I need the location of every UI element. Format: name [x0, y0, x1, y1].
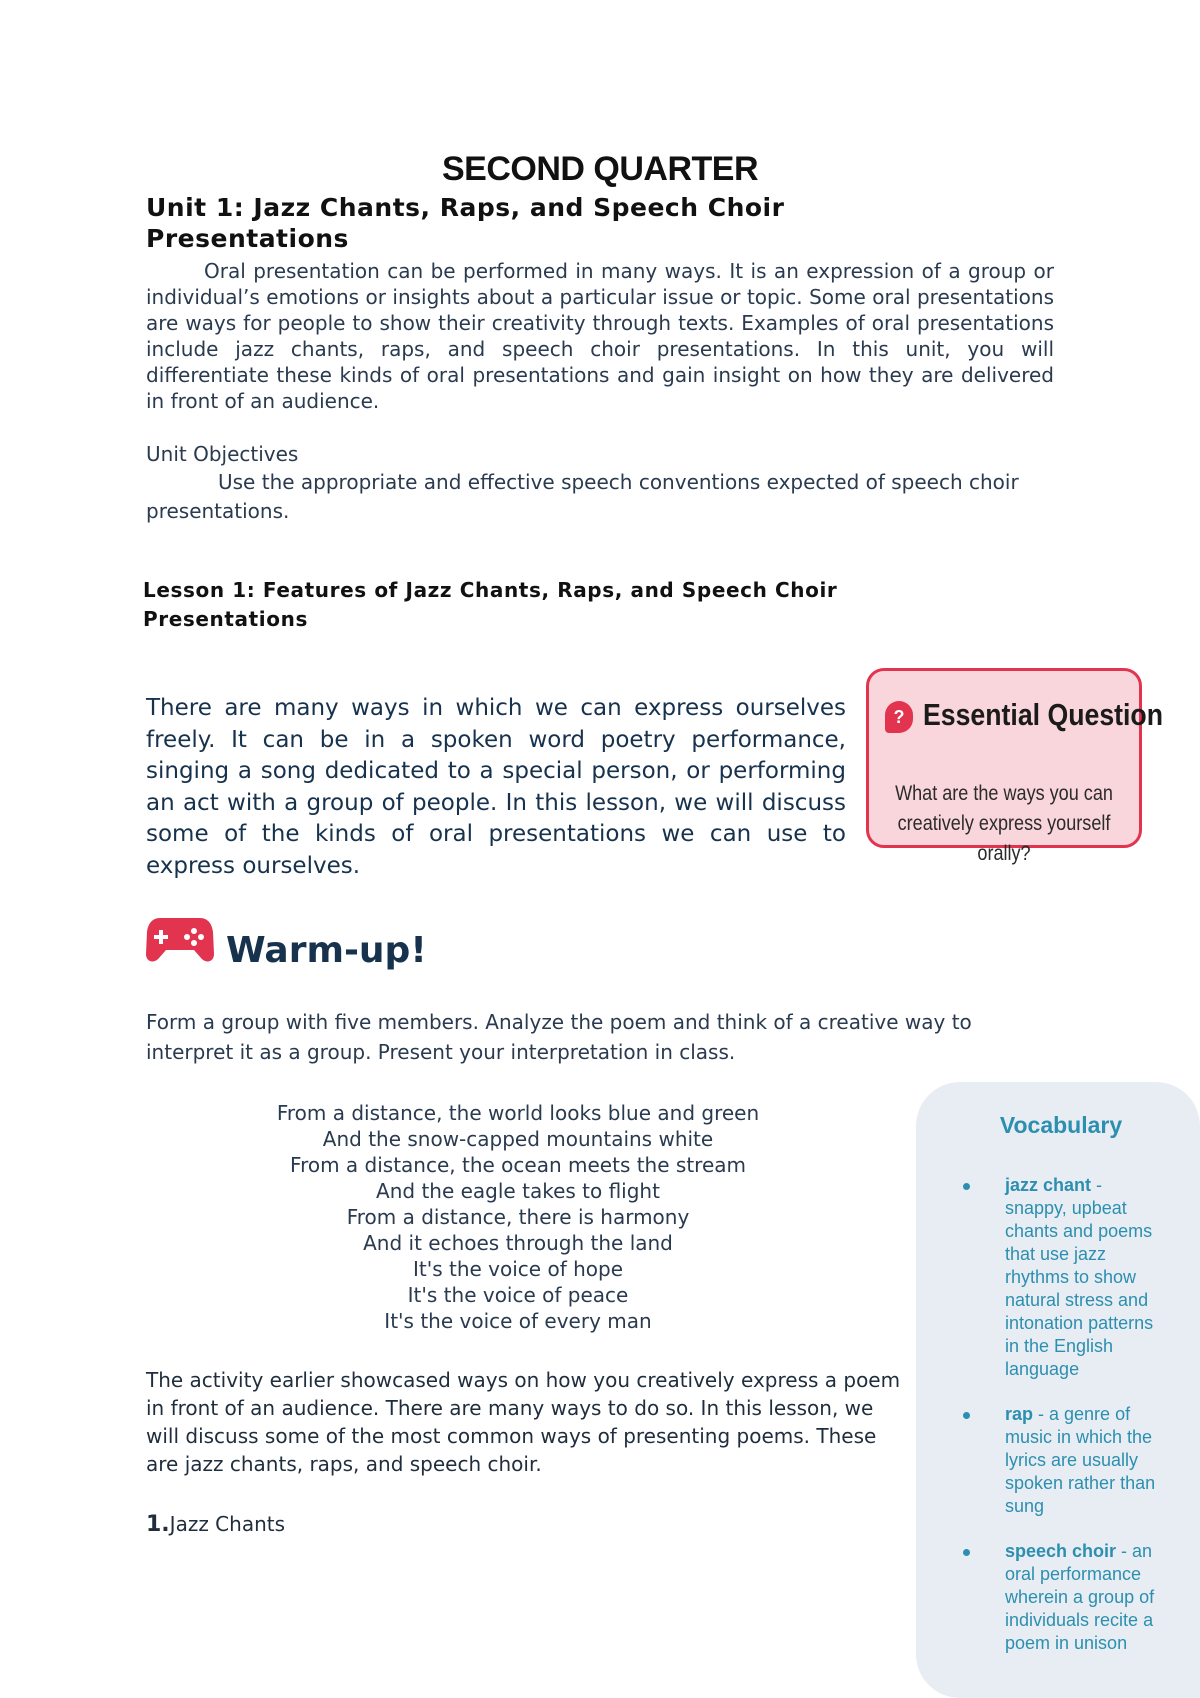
- vocabulary-definition: an oral performance wherein a group of individuals recite a poem in unison: [1005, 1541, 1155, 1653]
- lesson-title-line2: Presentations: [143, 607, 308, 631]
- vocabulary-item: [916, 1540, 1165, 1655]
- poem-line: It's the voice of peace: [407, 1283, 629, 1307]
- unit-title-line1: Unit 1: Jazz Chants, Raps, and Speech Choir: [146, 193, 785, 222]
- unit-title: [146, 192, 906, 254]
- question-badge-icon: ?: [885, 701, 913, 733]
- bullet-icon: [963, 1183, 970, 1190]
- poem-line: And it echoes through the land: [363, 1231, 673, 1255]
- objectives-section: [146, 468, 1054, 526]
- essential-question-text: What are the ways you can creatively express yourself orally?: [895, 782, 1113, 865]
- lesson-title-line1: Lesson 1: Features of Jazz Chants, Raps, and Speech Choir: [143, 578, 838, 602]
- poem-line: It's the voice of every man: [384, 1309, 652, 1333]
- section-number: 1.: [146, 1512, 170, 1537]
- vocabulary-separator: -: [1116, 1541, 1133, 1561]
- vocabulary-separator: -: [1033, 1404, 1050, 1424]
- vocabulary-term: rap: [1005, 1404, 1034, 1424]
- vocabulary-item: [916, 1174, 1165, 1381]
- warmup-instructions: Form a group with five members. Analyze the poem and think of a creative way to interpret it as a group. Present your interpretation in class.: [146, 1010, 972, 1064]
- bullet-icon: [963, 1549, 970, 1556]
- activity-summary: The activity earlier showcased ways on how you creatively express a poem in front of an audience. There are many ways to do so. In this lesson, we will discuss some of the most common ways of presenting poems. These are jazz chants, raps, and speech choir.: [146, 1368, 901, 1476]
- warmup-instructions-section: [146, 1007, 1046, 1067]
- vocabulary-term: jazz chant: [1005, 1175, 1092, 1195]
- poem-line: From a distance, the ocean meets the stream: [290, 1153, 746, 1177]
- page-title: SECOND QUARTER: [441, 150, 759, 188]
- objectives-heading: Unit Objectives: [146, 442, 299, 466]
- intro-paragraph: Oral presentation can be performed in many ways. It is an expression of a group or individual’s emotions or insights about a particular issue or topic. Some oral presentations are ways for people to show their creativity through texts. Examples of oral presentations include jazz chants, raps, and speech choir presentations. In this unit, you will differentiate these kinds of oral presentations and gain insight on how they are delivered in front of an audience.: [146, 259, 1054, 413]
- activity-summary-section: [146, 1366, 906, 1478]
- lead-paragraph: There are many ways in which we can express ourselves freely. It can be in a spoken word poetry performance, singing a song dedicated to a special person, or performing an act with a group of people. In this lesson, we will discuss some of the kinds of oral presentations we can use to express ourselves.: [146, 695, 846, 879]
- unit-title-line2: Presentations: [146, 224, 349, 253]
- vocabulary-list: [916, 1174, 1200, 1677]
- gamepad-icon: [146, 916, 214, 964]
- essential-question-box: [866, 668, 1164, 865]
- vocabulary-term: speech choir: [1005, 1541, 1117, 1561]
- objectives-text: Use the appropriate and effective speech conventions expected of speech choir presentations.: [146, 470, 1019, 523]
- bullet-icon: [963, 1412, 970, 1419]
- intro-section: [146, 258, 1054, 414]
- poem-line: And the snow-capped mountains white: [322, 1127, 714, 1151]
- warmup-heading: Warm-up!: [226, 930, 427, 971]
- section-heading-jazz-chants: [146, 1512, 285, 1537]
- poem-line: And the eagle takes to flight: [376, 1179, 660, 1203]
- vocabulary-definition: a genre of music in which the lyrics are usually spoken rather than sung: [1005, 1404, 1156, 1516]
- poem-line: It's the voice of hope: [412, 1257, 624, 1281]
- lead-section: [146, 693, 846, 882]
- vocabulary-separator: -: [1091, 1175, 1103, 1195]
- vocabulary-item: [916, 1403, 1165, 1518]
- poem: [146, 1100, 890, 1334]
- lesson-title: [143, 576, 903, 634]
- essential-question-title: Essential Question: [923, 697, 1164, 732]
- poem-line: From a distance, there is harmony: [346, 1205, 690, 1229]
- poem-line: From a distance, the world looks blue and green: [276, 1101, 760, 1125]
- vocabulary-definition: snappy, upbeat chants and poems that use jazz rhythms to show natural stress and intonation patterns in the English language: [1005, 1198, 1154, 1379]
- vocabulary-title: Vocabulary: [999, 1112, 1123, 1138]
- vocabulary-box: [916, 1082, 1200, 1698]
- section-label: Jazz Chants: [169, 1512, 286, 1536]
